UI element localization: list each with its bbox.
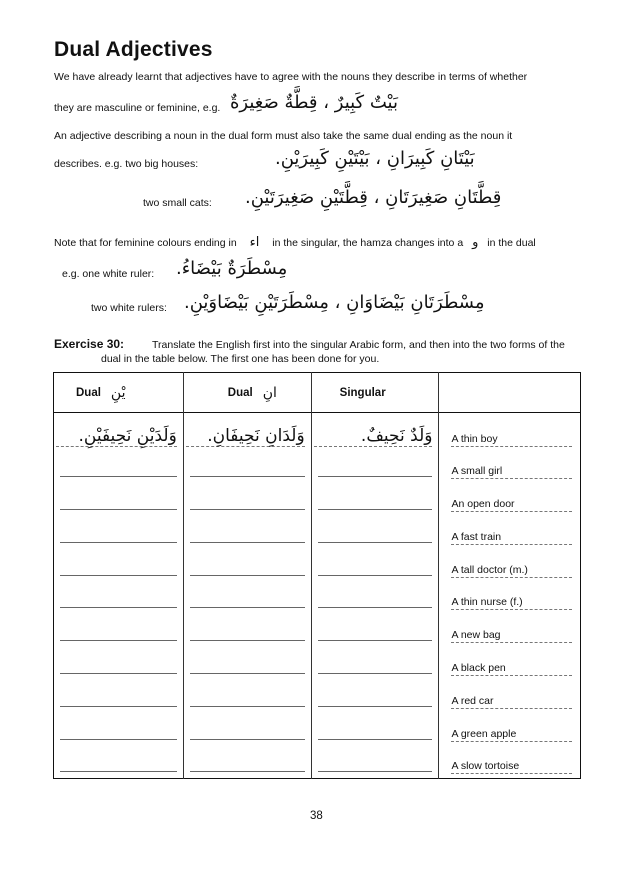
exercise-instruction-1: Translate the English first into the singular Arabic form, and then into the two forms of the <box>152 339 565 351</box>
intro-arabic-example-1: بَيْتٌ كَبِيرٌ ، قِطَّةٌ صَغِيرَةٌ <box>230 92 398 113</box>
intro-arabic-example-5: مِسْطَرَتَانِ بَيْضَاوَانِ ، مِسْطَرَتَيْنِ بَيْضَاوَيْنِ. <box>184 292 485 313</box>
answer-line <box>190 771 305 772</box>
exercise-instruction-2: dual in the table below. The first one has been done for you. <box>101 353 380 365</box>
answer-line <box>318 706 433 707</box>
intro-line-2: they are masculine or feminine, e.g. <box>54 102 221 114</box>
english-phrase: A green apple <box>451 727 517 740</box>
english-cell <box>439 516 581 549</box>
answer-line <box>318 607 433 608</box>
answer-singular-cell[interactable] <box>311 746 439 779</box>
answer-dual-yn-cell[interactable] <box>54 746 184 779</box>
header-label: Singular <box>339 386 386 399</box>
table-row <box>54 614 581 647</box>
answer-line <box>60 673 177 674</box>
table-row <box>54 582 581 615</box>
answer-dual-yn-cell[interactable] <box>54 516 184 549</box>
answer-dual-yn-cell[interactable] <box>54 614 184 647</box>
answer-line <box>190 575 305 576</box>
answer-line <box>190 739 305 740</box>
intro-line-6 <box>54 235 536 250</box>
header-label: Dual <box>76 386 101 399</box>
answer-line <box>60 706 177 707</box>
answer-dual-an-cell[interactable] <box>183 680 311 713</box>
english-phrase: A slow tortoise <box>451 759 520 772</box>
answer-singular-cell[interactable] <box>311 516 439 549</box>
answer-line <box>318 476 433 477</box>
answer-line <box>60 607 177 608</box>
answer-line <box>318 575 433 576</box>
header-dual-yn <box>54 373 184 413</box>
intro-line-7: e.g. one white ruler: <box>62 268 155 280</box>
table-row <box>54 647 581 680</box>
intro-line-1: We have already learnt that adjectives have to agree with the nouns they describe in terms of whether <box>54 71 528 83</box>
header-singular <box>311 373 439 413</box>
answer-line <box>318 739 433 740</box>
answer-dual-an-cell[interactable] <box>183 582 311 615</box>
example-english-cell <box>439 413 581 451</box>
answer-line <box>60 739 177 740</box>
answer-singular-cell[interactable] <box>311 680 439 713</box>
answer-line <box>190 706 305 707</box>
header-label: Dual <box>227 386 253 399</box>
table-body <box>54 413 581 779</box>
answer-dual-yn-cell[interactable] <box>54 647 184 680</box>
example-dual-yn-cell <box>54 413 184 451</box>
answer-dual-an-cell[interactable] <box>183 614 311 647</box>
answer-singular-cell[interactable] <box>311 451 439 484</box>
answer-dual-an-cell[interactable] <box>183 516 311 549</box>
answer-line <box>190 476 305 477</box>
answer-dual-an-cell[interactable] <box>183 713 311 746</box>
english-cell <box>439 451 581 484</box>
header-arabic-ending: انِ <box>262 384 277 401</box>
answer-line <box>60 771 177 772</box>
note-glyph-alif-hamza: اء <box>249 235 260 250</box>
english-phrase: A new bag <box>451 629 501 642</box>
english-cell <box>439 680 581 713</box>
answer-line <box>318 640 433 641</box>
answer-dual-an-cell[interactable] <box>183 746 311 779</box>
answer-singular-cell[interactable] <box>311 582 439 615</box>
example-dual-an: وَلَدَانِ نَحِيفَانِ. <box>186 426 305 447</box>
english-phrase: A thin nurse (f.) <box>451 596 523 609</box>
page-title: Dual Adjectives <box>54 38 213 61</box>
table-row <box>54 451 581 484</box>
intro-arabic-example-2: بَيْتَانِ كَبِيرَانِ ، بَيْتَيْنِ كَبِيرَيْنِ. <box>275 148 475 169</box>
table-row-example <box>54 413 581 451</box>
header-arabic-ending: يْنِ <box>110 384 126 401</box>
header-dual-an <box>183 373 311 413</box>
english-cell <box>439 713 581 746</box>
answer-line <box>318 509 433 510</box>
table-row <box>54 483 581 516</box>
answer-dual-an-cell[interactable] <box>183 451 311 484</box>
answer-singular-cell[interactable] <box>311 549 439 582</box>
english-cell <box>439 483 581 516</box>
table-row <box>54 713 581 746</box>
answer-line <box>190 640 305 641</box>
intro-arabic-example-3: قِطَّتَانِ صَغِيرَتَانِ ، قِطَّتَيْنِ صَغِيرَتَيْنِ. <box>245 187 502 208</box>
intro-line-3: An adjective describing a noun in the dual form must also take the same dual ending as the noun it <box>54 130 513 142</box>
answer-line <box>60 640 177 641</box>
answer-singular-cell[interactable] <box>311 614 439 647</box>
page-number: 38 <box>310 810 323 822</box>
intro-line-8: two white rulers: <box>91 302 167 314</box>
answer-line <box>60 509 177 510</box>
english-cell <box>439 746 581 779</box>
answer-singular-cell[interactable] <box>311 713 439 746</box>
english-cell <box>439 549 581 582</box>
answer-line <box>318 673 433 674</box>
answer-dual-yn-cell[interactable] <box>54 549 184 582</box>
note-text-b: in the singular, the hamza changes into a <box>272 237 464 249</box>
answer-dual-yn-cell[interactable] <box>54 483 184 516</box>
answer-line <box>190 509 305 510</box>
exercise-label: Exercise 30: <box>54 337 125 351</box>
table-row <box>54 549 581 582</box>
answer-dual-yn-cell[interactable] <box>54 582 184 615</box>
answer-line <box>318 542 433 543</box>
exercise-table <box>53 372 581 779</box>
answer-dual-an-cell[interactable] <box>183 483 311 516</box>
answer-dual-yn-cell[interactable] <box>54 680 184 713</box>
answer-line <box>190 607 305 608</box>
intro-line-5: two small cats: <box>143 197 212 209</box>
example-dual-yn: وَلَدَيْنِ نَحِيفَيْنِ. <box>56 426 177 447</box>
answer-dual-an-cell[interactable] <box>183 647 311 680</box>
table-row <box>54 516 581 549</box>
example-singular-cell <box>311 413 439 451</box>
answer-line <box>190 673 305 674</box>
answer-dual-an-cell[interactable] <box>183 549 311 582</box>
answer-singular-cell[interactable] <box>311 483 439 516</box>
table-row <box>54 746 581 779</box>
english-phrase: A fast train <box>451 530 502 543</box>
english-phrase: An open door <box>451 498 515 511</box>
intro-arabic-example-4: مِسْطَرَةٌ بَيْضَاءُ. <box>176 258 288 279</box>
answer-dual-yn-cell[interactable] <box>54 451 184 484</box>
example-dual-an-cell <box>183 413 311 451</box>
english-phrase: A red car <box>451 694 494 707</box>
answer-dual-yn-cell[interactable] <box>54 713 184 746</box>
answer-line <box>318 771 433 772</box>
example-singular: وَلَدٌ نَحِيفٌ. <box>314 426 433 447</box>
english-phrase: A small girl <box>451 465 503 478</box>
answer-singular-cell[interactable] <box>311 647 439 680</box>
answer-line <box>190 542 305 543</box>
english-cell <box>439 582 581 615</box>
header-english <box>439 373 581 413</box>
english-cell <box>439 614 581 647</box>
note-text-a: Note that for feminine colours ending in <box>54 237 237 249</box>
note-glyph-waw: و <box>472 235 479 250</box>
english-phrase: A black pen <box>451 662 506 675</box>
answer-line <box>60 575 177 576</box>
table-row <box>54 680 581 713</box>
answer-line <box>60 476 177 477</box>
intro-line-4: describes. e.g. two big houses: <box>54 158 199 170</box>
answer-line <box>60 542 177 543</box>
table-header-row <box>54 373 581 413</box>
english-phrase: A tall doctor (m.) <box>451 563 528 576</box>
example-english: A thin boy <box>451 432 498 445</box>
note-text-c: in the dual <box>487 237 536 249</box>
english-cell <box>439 647 581 680</box>
